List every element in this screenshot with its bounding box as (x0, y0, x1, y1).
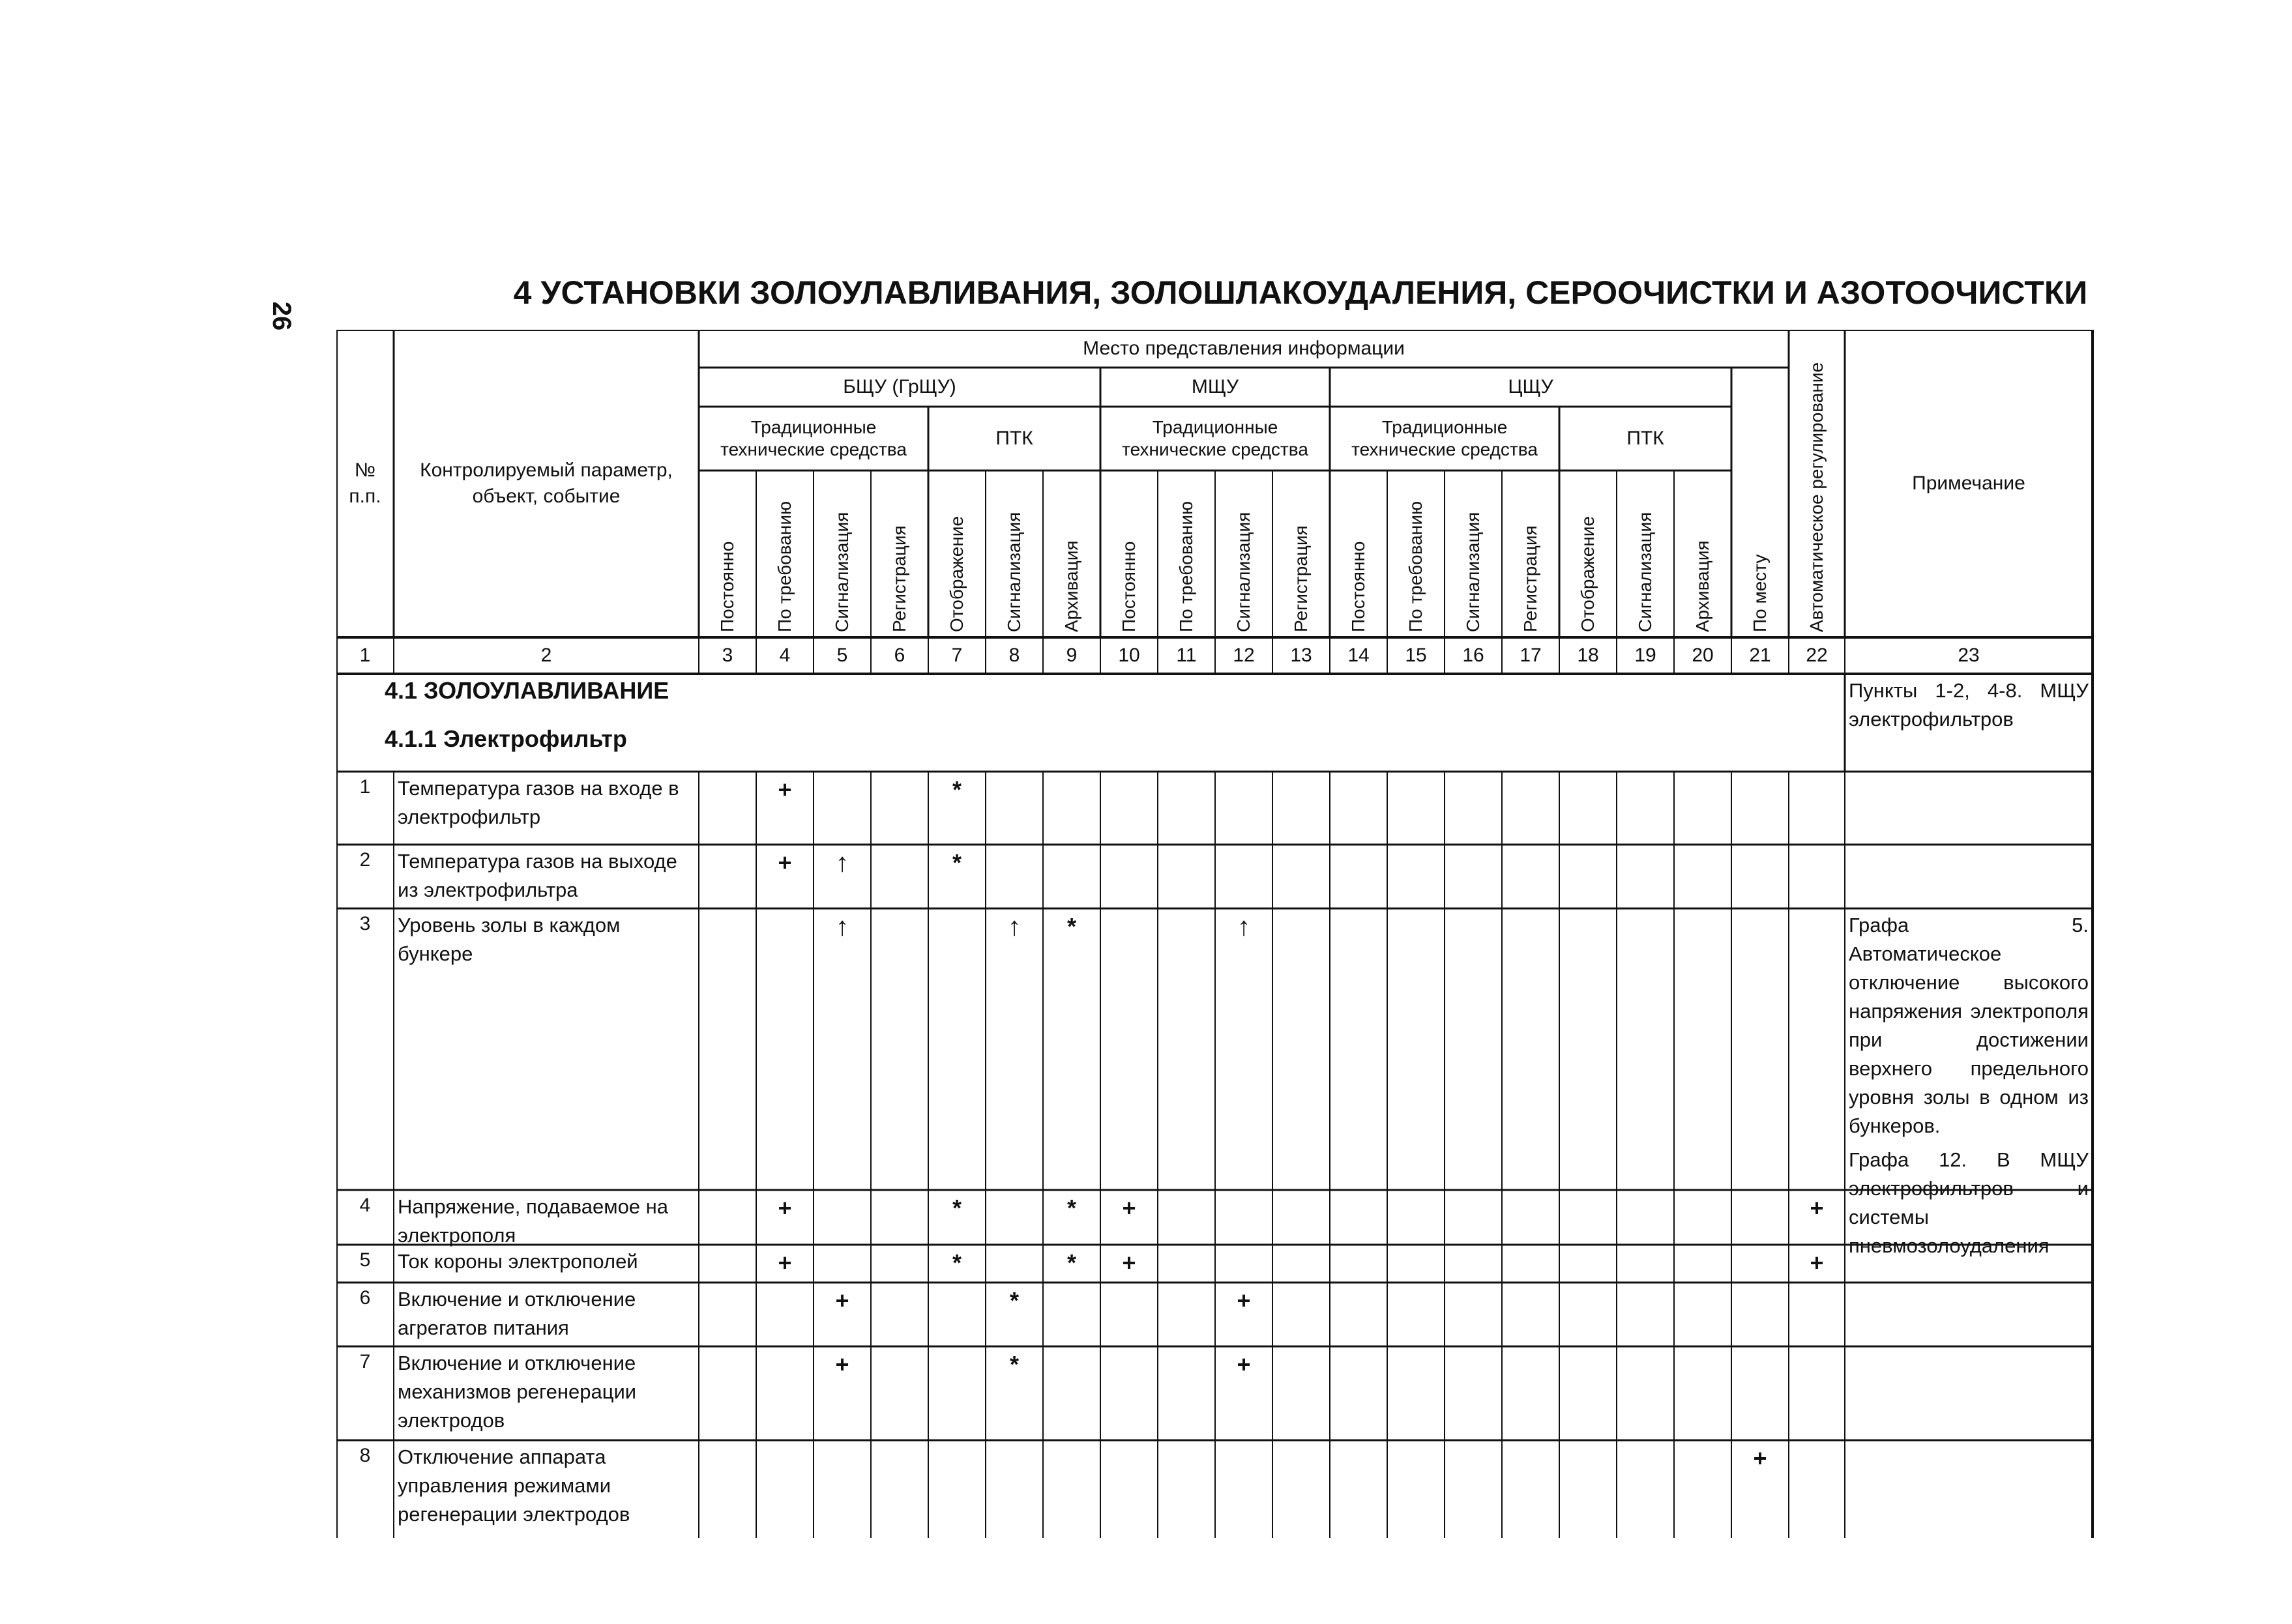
row-number: 6 (359, 1287, 371, 1309)
row-mark: + (1810, 1195, 1824, 1221)
row-mark: * (952, 1195, 962, 1221)
row-mark: + (1810, 1249, 1824, 1276)
header-trad-3: Традиционные технические средства (1351, 417, 1538, 459)
row-number: 8 (359, 1445, 371, 1466)
col-label-8-label: Сигнализация (1004, 512, 1024, 632)
row-mark: * (1009, 1287, 1019, 1314)
col-number-11: 11 (1176, 645, 1197, 666)
header-trad-2: Традиционные технические средства (1122, 417, 1308, 459)
section-note: Пункты 1-2, 4-8. МЩУ электрофильтров (1849, 679, 2089, 731)
header-ptk-1: ПТК (995, 428, 1033, 449)
col-label-16-label: Сигнализация (1463, 512, 1483, 632)
col-label-9-label: Архивация (1061, 540, 1081, 632)
header-mschu: МЩУ (1191, 376, 1239, 398)
col-number-19: 19 (1634, 645, 1656, 666)
col-label-3-label: Постоянно (717, 541, 737, 632)
col-number-5: 5 (836, 645, 848, 666)
col-label-6-label: Регистрация (889, 525, 909, 632)
row-param: Напряжение, подаваемое на электрополя (398, 1195, 669, 1247)
row-number: 1 (359, 776, 371, 798)
col-number-14: 14 (1347, 645, 1370, 666)
col-number-16: 16 (1462, 645, 1484, 666)
row-mark: + (1237, 1287, 1251, 1314)
row-number: 2 (359, 849, 371, 871)
col-number-18: 18 (1577, 645, 1599, 666)
row-mark: * (1066, 913, 1076, 940)
row-mark: + (1753, 1445, 1767, 1472)
row-mark: * (952, 849, 962, 876)
row-mark: * (952, 776, 962, 803)
col-number-15: 15 (1405, 645, 1427, 666)
header-param: Контролируемый параметр, объект, событие (420, 459, 673, 507)
col-number-20: 20 (1692, 645, 1714, 666)
col-number-7: 7 (951, 645, 963, 666)
row-mark: + (778, 776, 792, 803)
col-number-17: 17 (1520, 645, 1542, 666)
col-label-15-label: По требованию (1405, 501, 1426, 632)
row-param: Отключение аппарата управления режимами регенерации электродов (398, 1445, 630, 1526)
header-bschu: БЩУ (ГрЩУ) (843, 376, 956, 398)
col-label-10-label: Постоянно (1119, 541, 1139, 632)
header-place: Место представления информации (1083, 338, 1405, 359)
col-label-11-label: По требованию (1176, 501, 1196, 632)
row-mark: + (778, 1195, 792, 1221)
col-number-13: 13 (1290, 645, 1312, 666)
col-number-22: 22 (1806, 645, 1828, 666)
section-title: 4.1 ЗОЛОУЛАВЛИВАНИЕ (385, 677, 669, 704)
row-mark: + (1237, 1351, 1251, 1378)
row-param: Ток короны электрополей (398, 1250, 638, 1273)
col-label-12-label: Сигнализация (1233, 512, 1254, 632)
col-label-14-label: Постоянно (1348, 541, 1368, 632)
col-label-21-label: По месту (1750, 554, 1770, 632)
row-mark: ↑ (1237, 912, 1250, 941)
row-param: Включение и отключение механизмов регенерации электродов (398, 1352, 637, 1432)
col-label-22-label: Автоматическое регулирование (1806, 362, 1827, 632)
row-mark: ↑ (1008, 912, 1021, 941)
page-title: 4 УСТАНОВКИ ЗОЛОУЛАВЛИВАНИЯ, ЗОЛОШЛАКОУДАЛЕНИЯ, СЕРООЧИСТКИ И АЗОТООЧИСТКИ (513, 274, 2088, 311)
col-label-17-label: Регистрация (1520, 525, 1540, 632)
row-note-text: Графа 5. Автоматическое отключение высокого напряжения электрополя при достижении верхнего предельного уровня золы в одном из бункеров. (1849, 914, 2089, 1137)
col-number-3: 3 (722, 645, 733, 666)
col-number-9: 9 (1066, 645, 1078, 666)
row-number: 5 (359, 1249, 371, 1271)
row-mark: + (778, 1249, 792, 1276)
row-mark: + (1122, 1195, 1136, 1221)
row-mark: + (835, 1287, 849, 1314)
row-mark: ↑ (836, 848, 849, 877)
row-number: 3 (359, 913, 371, 935)
header-trad-1: Традиционные технические средства (720, 417, 907, 459)
row-param: Уровень золы в каждом бункере (398, 914, 621, 965)
row-mark: + (778, 849, 792, 876)
section-subtitle: 4.1.1 Электрофильтр (385, 725, 627, 752)
row-param: Температура газов на выходе из электрофильтра (398, 850, 677, 901)
col-label-18-label: Отображение (1578, 515, 1598, 632)
row-param: Включение и отключение агрегатов питания (398, 1288, 636, 1339)
row-param: Температура газов на входе в электрофильтр (398, 777, 679, 828)
row-mark: * (1066, 1195, 1076, 1221)
col-number-12: 12 (1233, 645, 1255, 666)
row-mark: ↑ (836, 912, 849, 941)
col-label-4-label: По требованию (774, 501, 795, 632)
row-mark: + (1122, 1249, 1136, 1276)
requirements-table (336, 330, 2096, 1544)
header-note: Примечание (1912, 472, 2025, 494)
col-number-4: 4 (779, 645, 791, 666)
col-label-7-label: Отображение (947, 515, 967, 632)
col-label-19-label: Сигнализация (1635, 512, 1655, 632)
col-number-2: 2 (540, 645, 552, 666)
col-number-23: 23 (1958, 645, 1980, 666)
header-num: № п.п. (349, 459, 381, 507)
header-ptk-2: ПТК (1626, 428, 1664, 449)
row-mark: + (835, 1351, 849, 1378)
col-number-1: 1 (359, 645, 371, 666)
table-gridlines (336, 330, 2096, 1544)
col-number-21: 21 (1749, 645, 1771, 666)
col-label-5-label: Сигнализация (832, 512, 852, 632)
page-number: 26 (267, 301, 296, 331)
col-number-10: 10 (1118, 645, 1140, 666)
row-number: 4 (359, 1195, 371, 1216)
row-note-text-2: Графа 12. В МЩУ электрофильтров и системы пневмозолоудаления (1849, 1148, 2089, 1257)
row-mark: * (952, 1249, 962, 1276)
row-number: 7 (359, 1351, 371, 1372)
col-label-20-label: Архивация (1692, 540, 1712, 632)
col-label-13-label: Регистрация (1291, 525, 1311, 632)
row-mark: * (1009, 1351, 1019, 1378)
col-number-6: 6 (894, 645, 905, 666)
header-cschu: ЦЩУ (1508, 376, 1553, 398)
col-number-8: 8 (1008, 645, 1020, 666)
row-mark: * (1066, 1249, 1076, 1276)
